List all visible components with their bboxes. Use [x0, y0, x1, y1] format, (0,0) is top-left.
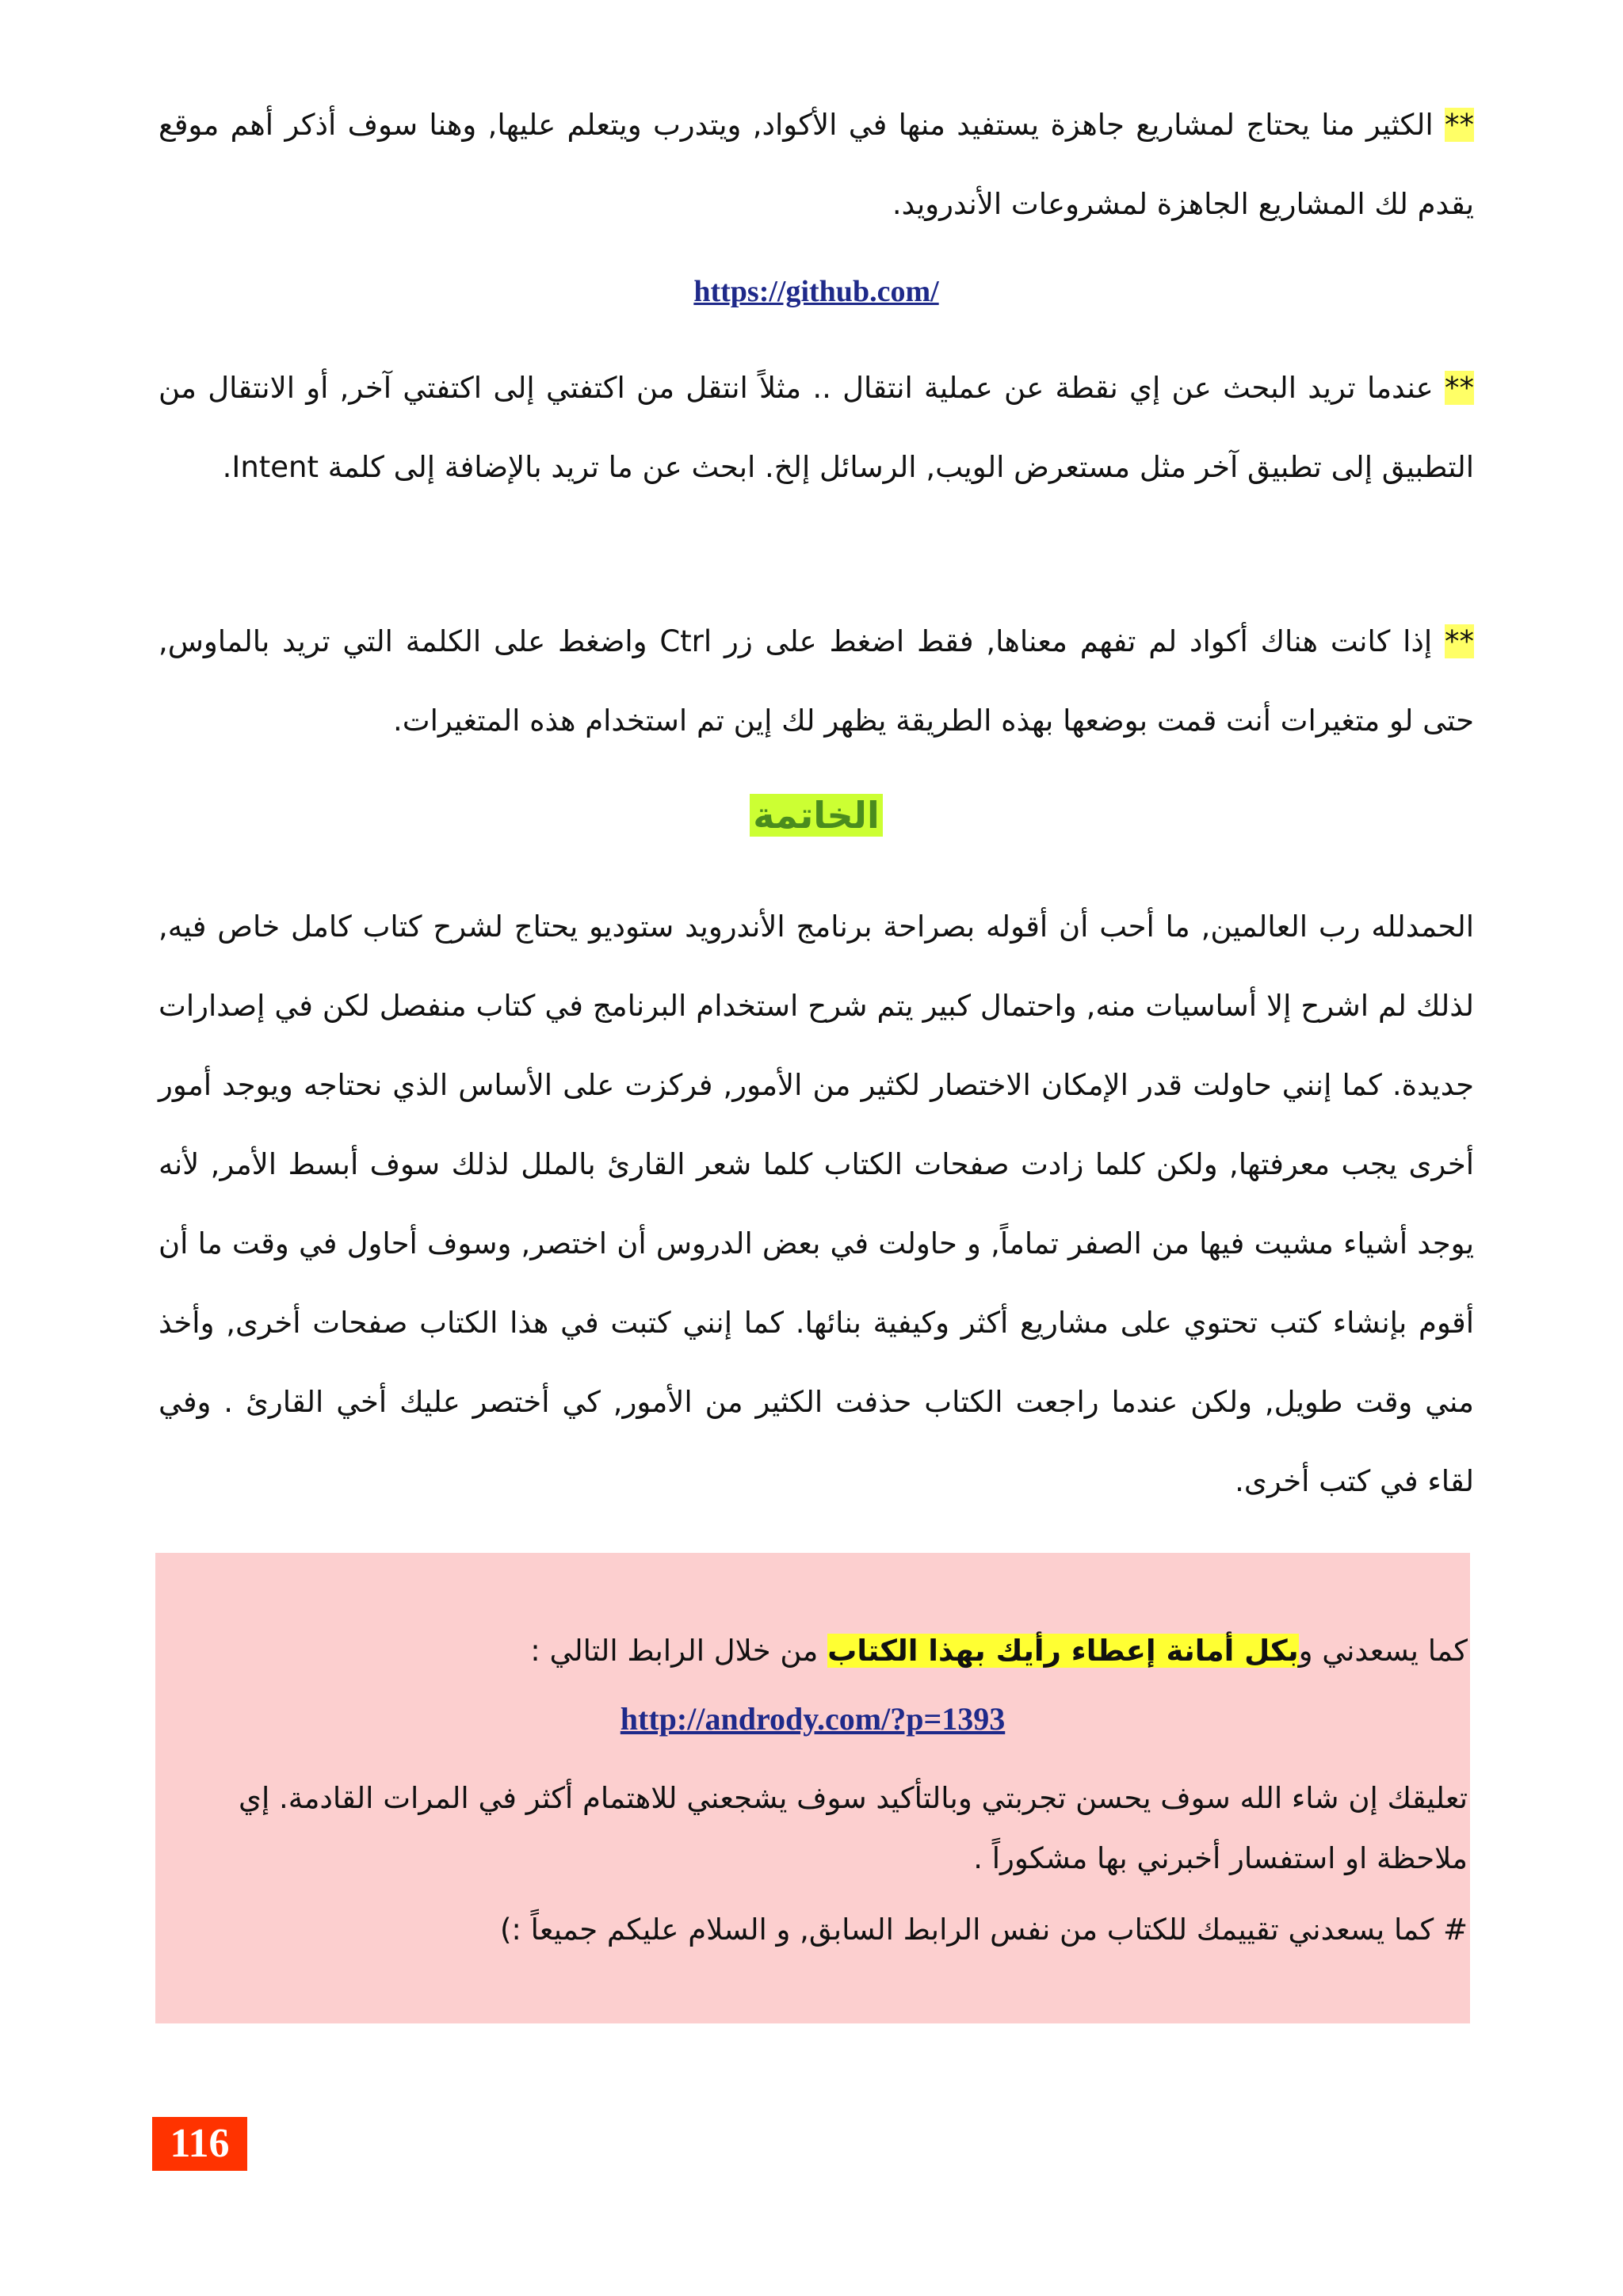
paragraph-text: إذا كانت هناك أكواد لم تفهم معناها, فقط اضغط على زر Ctrl واضغط على الكلمة التي تريد بالماوس, حتى لو متغيرات أنت قمت بوضعها بهذه الطريقة يظهر لك إين تم استخدام هذه المتغيرات. [158, 624, 1474, 738]
feedback-line-3: # كما يسعدني تقييمك للكتاب من نفس الرابط السابق, و السلام عليكم جميعاً :) [499, 1913, 1468, 1947]
github-link[interactable]: https://github.com/ [693, 275, 939, 308]
conclusion-paragraph: الحمدلله رب العالمين, ما أحب أن أقوله بصراحة برنامج الأندرويد ستوديو يحتاج لشرح كتاب كامل خاص فيه, لذلك لم اشرح إلا أساسيات منه, واحتمال كبير يتم شرح استخدام البرنامج في كتاب منفصل لكن في إصدارات جديدة. كما إنني حاولت قدر الإمكان الاختصار لكثير من الأمور, فركزت على الأساس الذي نحتاجه ويوجد أمور أخرى يجب معرفتها, ولكن كلما زادت صفحات الكتاب كلما شعر القارئ بالملل لذلك سوف أبسط الأمر, لأنه يوجد أشياء مشيت فيها من الصفر تماماً, و حاولت في بعض الدروس أن اختصر, وسوف أحاول في وقت ما أن أقوم بإنشاء كتب تحتوي على مشاريع أكثر وكيفية بنائها. كما إنني كتبت في هذا الكتاب صفحات أخرى, وأخذ مني وقت طويل, ولكن عندما راجعت الكتاب حذفت الكثير من الأمور, كي أختصر عليك أخي القارئ . وفي لقاء في كتب أخرى. [158, 910, 1474, 1498]
feedback-line-2: تعليقك إن شاء الله سوف يحسن تجربتي وبالتأكيد سوف يشجعني للاهتمام أكثر في المرات القادمة. إي ملاحظة او استفسار أخبرني بها مشكوراً . [239, 1781, 1468, 1875]
andrody-link[interactable]: http://andrody.com/?p=1393 [620, 1701, 1006, 1737]
paragraph-projects [158, 86, 1474, 244]
paragraph-text: الكثير منا يحتاج لمشاريع جاهزة يستفيد منها في الأكواد, ويتدرب ويتعلم عليها, وهنا سوف أذكر أهم موقع يقدم لك المشاريع الجاهزة لمشروعات الأندرويد. [158, 108, 1474, 221]
feedback-line-1 [190, 1621, 1468, 1681]
paragraph-text: عندما تريد البحث عن إي نقطة عن عملية انتقال .. مثلاً انتقل من اكتفتي إلى اكتفتي آخر, أو الانتقال من التطبيق إلى تطبيق آخر مثل مستعرض الويب, الرسائل إلخ. ابحث عن ما تريد بالإضافة إلى كلمة Intent. [158, 371, 1474, 484]
marker-highlight: ** [1445, 108, 1474, 142]
marker-highlight: ** [1445, 371, 1474, 405]
feedback-post: من خلال الرابط التالي : [530, 1634, 828, 1668]
marker-highlight: ** [1445, 624, 1474, 658]
paragraph-ctrl [158, 602, 1474, 761]
conclusion-heading [158, 794, 1474, 837]
feedback-highlight: بكل أمانة إعطاء رأيك بهذا الكتاب [827, 1634, 1299, 1668]
page-number: 116 [152, 2117, 247, 2171]
feedback-pre: كما يسعدني و [1298, 1634, 1468, 1668]
heading-text: الخاتمة [750, 794, 882, 837]
paragraph-intent [158, 349, 1474, 507]
